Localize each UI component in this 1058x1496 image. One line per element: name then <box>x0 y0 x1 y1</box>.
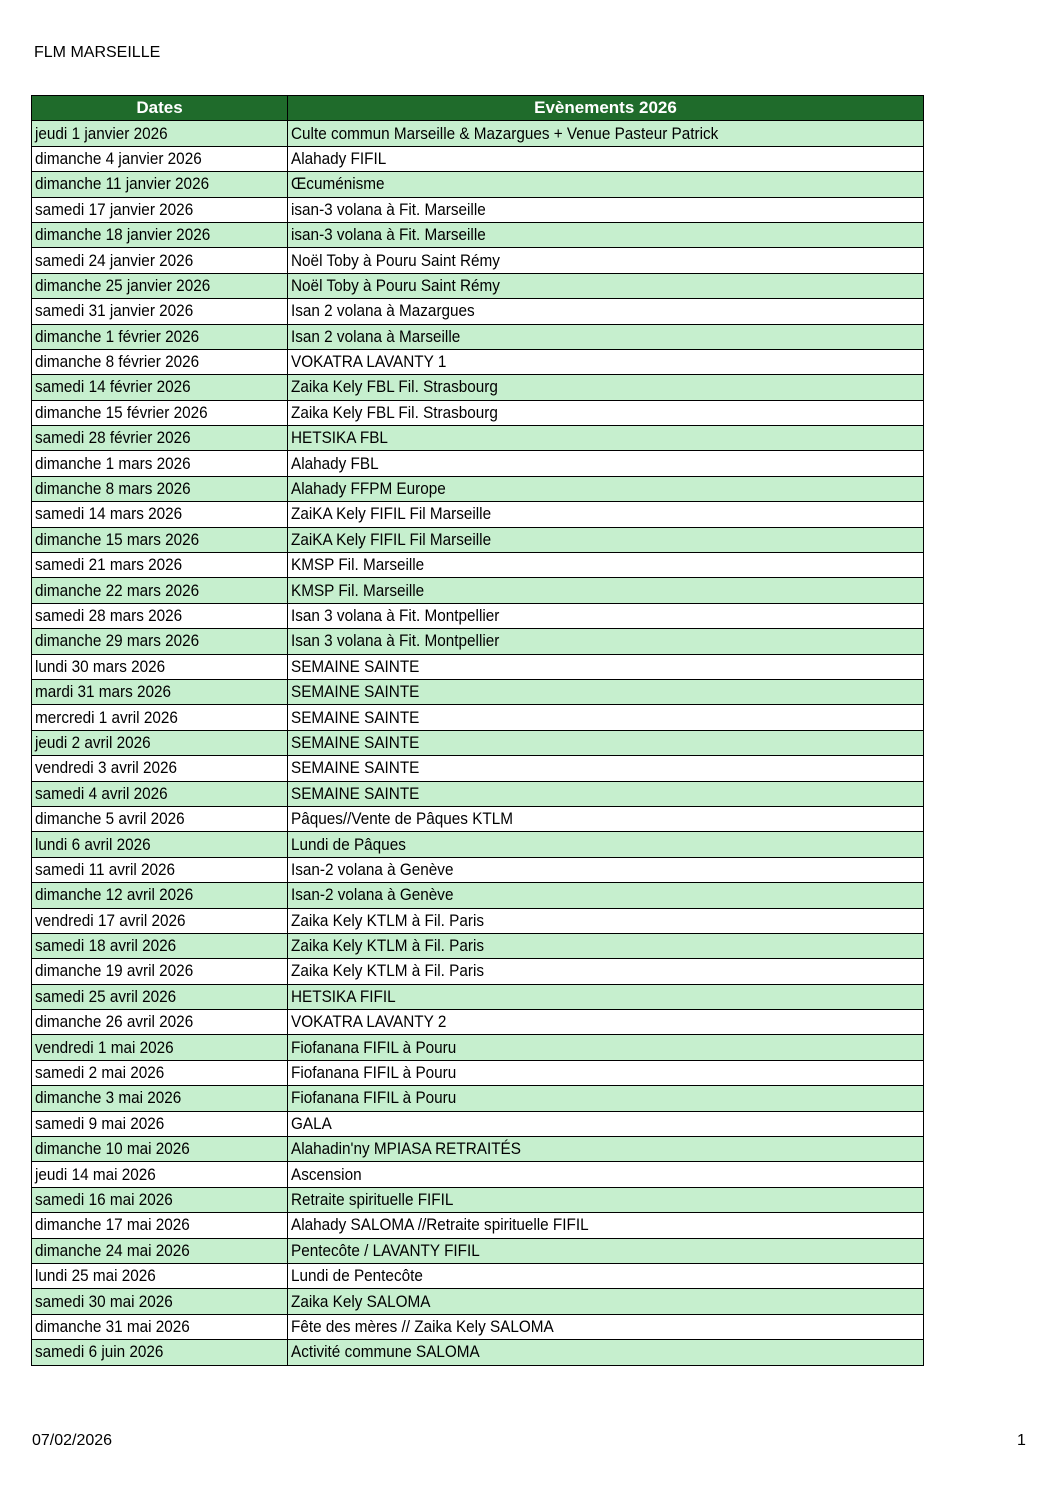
event-text: Alahady FBL <box>291 453 379 473</box>
event-cell <box>288 527 924 552</box>
table-row <box>32 349 924 374</box>
event-text: GALA <box>291 1113 332 1133</box>
document-title: FLM MARSEILLE <box>34 44 161 61</box>
table-row <box>32 172 924 197</box>
table-row <box>32 121 924 146</box>
date-cell <box>32 375 288 400</box>
event-text: Alahadin'ny MPIASA RETRAITÉS <box>291 1139 521 1159</box>
event-text: Activité commune SALOMA <box>291 1342 480 1362</box>
footer-date: 07/02/2026 <box>32 1432 113 1449</box>
date-text: mardi 31 mars 2026 <box>35 682 172 702</box>
date-text: dimanche 10 mai 2026 <box>35 1139 190 1159</box>
date-text: dimanche 12 avril 2026 <box>35 885 194 905</box>
event-cell <box>288 172 924 197</box>
event-cell <box>288 502 924 527</box>
date-text: jeudi 1 janvier 2026 <box>35 123 168 143</box>
event-cell <box>288 679 924 704</box>
event-cell <box>288 578 924 603</box>
table-row <box>32 629 924 654</box>
date-text: dimanche 22 mars 2026 <box>35 580 200 600</box>
page-number: 1 <box>1017 1432 1026 1449</box>
table-row <box>32 1263 924 1288</box>
event-text: Zaika Kely KTLM à Fil. Paris <box>291 910 485 930</box>
table-row <box>32 527 924 552</box>
event-cell <box>288 832 924 857</box>
date-text: mercredi 1 avril 2026 <box>35 707 178 727</box>
date-text: samedi 6 juin 2026 <box>35 1342 164 1362</box>
date-text: jeudi 2 avril 2026 <box>35 732 151 752</box>
date-text: vendredi 3 avril 2026 <box>35 758 178 778</box>
date-cell <box>32 908 288 933</box>
date-cell <box>32 1314 288 1339</box>
table-row <box>32 959 924 984</box>
date-cell <box>32 857 288 882</box>
date-text: samedi 24 janvier 2026 <box>35 250 194 270</box>
date-cell <box>32 1289 288 1314</box>
event-text: Lundi de Pâques <box>291 834 406 854</box>
date-cell <box>32 1010 288 1035</box>
event-cell <box>288 451 924 476</box>
event-cell <box>288 1086 924 1111</box>
event-cell <box>288 756 924 781</box>
date-text: dimanche 29 mars 2026 <box>35 631 200 651</box>
date-cell <box>32 553 288 578</box>
date-text: dimanche 1 mars 2026 <box>35 453 191 473</box>
date-cell <box>32 705 288 730</box>
date-cell <box>32 299 288 324</box>
date-text: dimanche 24 mai 2026 <box>35 1240 190 1260</box>
table-row <box>32 883 924 908</box>
event-text: Fête des mères // Zaika Kely SALOMA <box>291 1316 554 1336</box>
table-body <box>32 121 924 1365</box>
table-row <box>32 273 924 298</box>
table-row <box>32 832 924 857</box>
date-cell <box>32 832 288 857</box>
event-text: HETSIKA FBL <box>291 428 388 448</box>
event-text: Fiofanana FIFIL à Pouru <box>291 1088 457 1108</box>
date-text: samedi 17 janvier 2026 <box>35 199 194 219</box>
date-text: samedi 28 mars 2026 <box>35 606 183 625</box>
event-cell <box>288 629 924 654</box>
event-cell <box>288 197 924 222</box>
date-cell <box>32 933 288 958</box>
date-text: samedi 9 mai 2026 <box>35 1113 165 1133</box>
event-cell <box>288 1010 924 1035</box>
date-cell <box>32 578 288 603</box>
date-cell <box>32 502 288 527</box>
events-table <box>31 95 924 1366</box>
date-text: samedi 11 avril 2026 <box>35 859 176 879</box>
event-text: HETSIKA FIFIL <box>291 986 396 1006</box>
event-text: Isan 3 volana à Fit. Montpellier <box>291 631 500 651</box>
table-row <box>32 1314 924 1339</box>
event-cell <box>288 146 924 171</box>
event-cell <box>288 781 924 806</box>
event-text: Culte commun Marseille & Mazargues + Venue Pasteur Patrick <box>291 123 719 143</box>
table-row <box>32 908 924 933</box>
event-text: Zaika Kely KTLM à Fil. Paris <box>291 961 485 981</box>
event-cell <box>288 273 924 298</box>
date-cell <box>32 1060 288 1085</box>
date-cell <box>32 1187 288 1212</box>
date-cell <box>32 273 288 298</box>
table-row <box>32 146 924 171</box>
event-text: Alahady SALOMA //Retraite spirituelle FIFIL <box>291 1215 589 1235</box>
date-text: dimanche 15 février 2026 <box>35 402 208 422</box>
table-row <box>32 654 924 679</box>
event-text: SEMAINE SAINTE <box>291 732 420 752</box>
date-cell <box>32 527 288 552</box>
event-cell <box>288 603 924 628</box>
event-cell <box>288 324 924 349</box>
date-cell <box>32 1263 288 1288</box>
event-cell <box>288 553 924 578</box>
event-text: Pentecôte / LAVANTY FIFIL <box>291 1240 480 1260</box>
date-text: dimanche 3 mai 2026 <box>35 1088 182 1108</box>
event-cell <box>288 984 924 1009</box>
event-text: Retraite spirituelle FIFIL <box>291 1189 454 1209</box>
date-cell <box>32 121 288 146</box>
table-row <box>32 1111 924 1136</box>
table-row <box>32 578 924 603</box>
table-row <box>32 1340 924 1365</box>
date-text: dimanche 25 janvier 2026 <box>35 275 211 295</box>
event-text: Isan-2 volana à Genève <box>291 885 454 905</box>
date-cell <box>32 654 288 679</box>
date-text: samedi 14 mars 2026 <box>35 504 183 524</box>
event-text: isan-3 volana à Fit. Marseille <box>291 199 486 219</box>
date-cell <box>32 883 288 908</box>
event-cell <box>288 121 924 146</box>
date-cell <box>32 730 288 755</box>
table-row <box>32 375 924 400</box>
table-row <box>32 857 924 882</box>
table-row <box>32 1238 924 1263</box>
event-text: Alahady FIFIL <box>291 148 387 168</box>
table-row <box>32 679 924 704</box>
date-text: dimanche 8 février 2026 <box>35 352 200 372</box>
event-cell <box>288 1111 924 1136</box>
date-cell <box>32 1238 288 1263</box>
date-text: jeudi 14 mai 2026 <box>35 1164 156 1184</box>
event-text: VOKATRA LAVANTY 2 <box>291 1012 447 1032</box>
date-cell <box>32 679 288 704</box>
event-cell <box>288 1289 924 1314</box>
event-cell <box>288 1314 924 1339</box>
table-row <box>32 476 924 501</box>
date-text: samedi 30 mai 2026 <box>35 1291 173 1311</box>
date-cell <box>32 1035 288 1060</box>
date-cell <box>32 248 288 273</box>
date-cell <box>32 603 288 628</box>
event-text: Fiofanana FIFIL à Pouru <box>291 1037 457 1057</box>
event-cell <box>288 705 924 730</box>
event-text: Zaika Kely SALOMA <box>291 1291 431 1311</box>
event-cell <box>288 476 924 501</box>
event-text: Fiofanana FIFIL à Pouru <box>291 1063 457 1083</box>
date-cell <box>32 451 288 476</box>
event-cell <box>288 299 924 324</box>
event-text: Noël Toby à Pouru Saint Rémy <box>291 250 500 270</box>
date-cell <box>32 146 288 171</box>
table-row <box>32 984 924 1009</box>
table-row <box>32 248 924 273</box>
date-cell <box>32 426 288 451</box>
event-text: Zaika Kely FBL Fil. Strasbourg <box>291 377 498 397</box>
date-cell <box>32 806 288 831</box>
date-text: dimanche 26 avril 2026 <box>35 1012 194 1032</box>
table-row <box>32 400 924 425</box>
date-cell <box>32 222 288 247</box>
event-text: SEMAINE SAINTE <box>291 682 420 702</box>
table-row <box>32 1010 924 1035</box>
event-text: Zaika Kely FBL Fil. Strasbourg <box>291 402 498 422</box>
table-row <box>32 1035 924 1060</box>
table-header <box>32 96 924 121</box>
date-text: dimanche 31 mai 2026 <box>35 1316 190 1336</box>
date-cell <box>32 781 288 806</box>
event-cell <box>288 908 924 933</box>
event-text: SEMAINE SAINTE <box>291 758 420 778</box>
event-text: Lundi de Pentecôte <box>291 1266 423 1286</box>
event-text: ZaiKA Kely FIFIL Fil Marseille <box>291 529 492 549</box>
event-text: Œcuménisme <box>291 174 385 194</box>
event-text: ZaiKA Kely FIFIL Fil Marseille <box>291 504 492 524</box>
event-cell <box>288 1213 924 1238</box>
table-row <box>32 781 924 806</box>
event-cell <box>288 1162 924 1187</box>
header-row <box>32 96 924 121</box>
table-row <box>32 426 924 451</box>
table-row <box>32 299 924 324</box>
event-text: isan-3 volana à Fit. Marseille <box>291 225 486 245</box>
date-text: dimanche 1 février 2026 <box>35 326 200 346</box>
event-text: Noël Toby à Pouru Saint Rémy <box>291 275 500 295</box>
event-text: SEMAINE SAINTE <box>291 783 420 803</box>
table-row <box>32 197 924 222</box>
event-text: Ascension <box>291 1164 362 1184</box>
table-row <box>32 756 924 781</box>
event-text: Pâques//Vente de Pâques KTLM <box>291 809 514 829</box>
table-row <box>32 1086 924 1111</box>
event-text: Alahady FFPM Europe <box>291 479 446 499</box>
date-text: samedi 31 janvier 2026 <box>35 301 194 321</box>
date-text: samedi 16 mai 2026 <box>35 1189 173 1209</box>
event-text: Isan-2 volana à Genève <box>291 859 454 879</box>
date-text: dimanche 15 mars 2026 <box>35 529 200 549</box>
event-cell <box>288 1060 924 1085</box>
date-cell <box>32 1162 288 1187</box>
event-cell <box>288 959 924 984</box>
date-text: dimanche 11 janvier 2026 <box>35 174 210 194</box>
date-cell <box>32 1340 288 1365</box>
event-cell <box>288 1035 924 1060</box>
date-cell <box>32 959 288 984</box>
event-text: KMSP Fil. Marseille <box>291 580 425 600</box>
event-cell <box>288 1238 924 1263</box>
date-cell <box>32 400 288 425</box>
date-text: dimanche 4 janvier 2026 <box>35 148 202 168</box>
event-cell <box>288 1263 924 1288</box>
event-cell <box>288 933 924 958</box>
table-row <box>32 705 924 730</box>
date-cell <box>32 984 288 1009</box>
table-row <box>32 502 924 527</box>
event-cell <box>288 248 924 273</box>
event-cell <box>288 857 924 882</box>
date-text: samedi 18 avril 2026 <box>35 936 177 956</box>
event-text: SEMAINE SAINTE <box>291 656 420 676</box>
event-cell <box>288 400 924 425</box>
date-cell <box>32 1086 288 1111</box>
date-text: dimanche 19 avril 2026 <box>35 961 194 981</box>
date-cell <box>32 476 288 501</box>
table-row <box>32 1289 924 1314</box>
date-cell <box>32 324 288 349</box>
event-cell <box>288 349 924 374</box>
table-row <box>32 1187 924 1212</box>
column-header-dates: Dates <box>32 96 288 121</box>
event-cell <box>288 375 924 400</box>
table-row <box>32 1213 924 1238</box>
event-text: VOKATRA LAVANTY 1 <box>291 352 447 372</box>
date-text: samedi 14 février 2026 <box>35 377 191 397</box>
date-text: dimanche 17 mai 2026 <box>35 1215 190 1235</box>
event-cell <box>288 222 924 247</box>
table-row <box>32 1137 924 1162</box>
date-cell <box>32 756 288 781</box>
date-text: dimanche 8 mars 2026 <box>35 479 191 499</box>
date-text: lundi 6 avril 2026 <box>35 834 151 854</box>
date-text: dimanche 5 avril 2026 <box>35 809 185 829</box>
table-row <box>32 806 924 831</box>
table-row <box>32 451 924 476</box>
date-cell <box>32 1213 288 1238</box>
event-cell <box>288 426 924 451</box>
event-text: Isan 3 volana à Fit. Montpellier <box>291 606 500 625</box>
event-cell <box>288 730 924 755</box>
date-cell <box>32 1137 288 1162</box>
table-row <box>32 222 924 247</box>
date-cell <box>32 629 288 654</box>
event-text: KMSP Fil. Marseille <box>291 555 425 575</box>
date-text: samedi 21 mars 2026 <box>35 555 183 575</box>
date-text: lundi 25 mai 2026 <box>35 1266 156 1286</box>
event-text: Zaika Kely KTLM à Fil. Paris <box>291 936 485 956</box>
date-cell <box>32 1111 288 1136</box>
date-text: samedi 28 février 2026 <box>35 428 191 448</box>
date-text: samedi 25 avril 2026 <box>35 986 177 1006</box>
date-text: dimanche 18 janvier 2026 <box>35 225 211 245</box>
table-row <box>32 324 924 349</box>
table-row <box>32 730 924 755</box>
event-text: SEMAINE SAINTE <box>291 707 420 727</box>
event-text: Isan 2 volana à Marseille <box>291 326 461 346</box>
table-row <box>32 1162 924 1187</box>
date-text: lundi 30 mars 2026 <box>35 656 166 676</box>
table-row <box>32 933 924 958</box>
date-text: samedi 2 mai 2026 <box>35 1063 165 1083</box>
event-cell <box>288 654 924 679</box>
date-cell <box>32 172 288 197</box>
date-text: vendredi 1 mai 2026 <box>35 1037 174 1057</box>
date-cell <box>32 197 288 222</box>
event-cell <box>288 1187 924 1212</box>
event-cell <box>288 806 924 831</box>
table-row <box>32 1060 924 1085</box>
column-header-events: Evènements 2026 <box>288 96 924 121</box>
date-text: samedi 4 avril 2026 <box>35 783 168 803</box>
event-cell <box>288 883 924 908</box>
event-text: Isan 2 volana à Mazargues <box>291 301 475 321</box>
date-text: vendredi 17 avril 2026 <box>35 910 186 930</box>
table-row <box>32 553 924 578</box>
table-row <box>32 603 924 628</box>
event-cell <box>288 1137 924 1162</box>
date-cell <box>32 349 288 374</box>
event-cell <box>288 1340 924 1365</box>
